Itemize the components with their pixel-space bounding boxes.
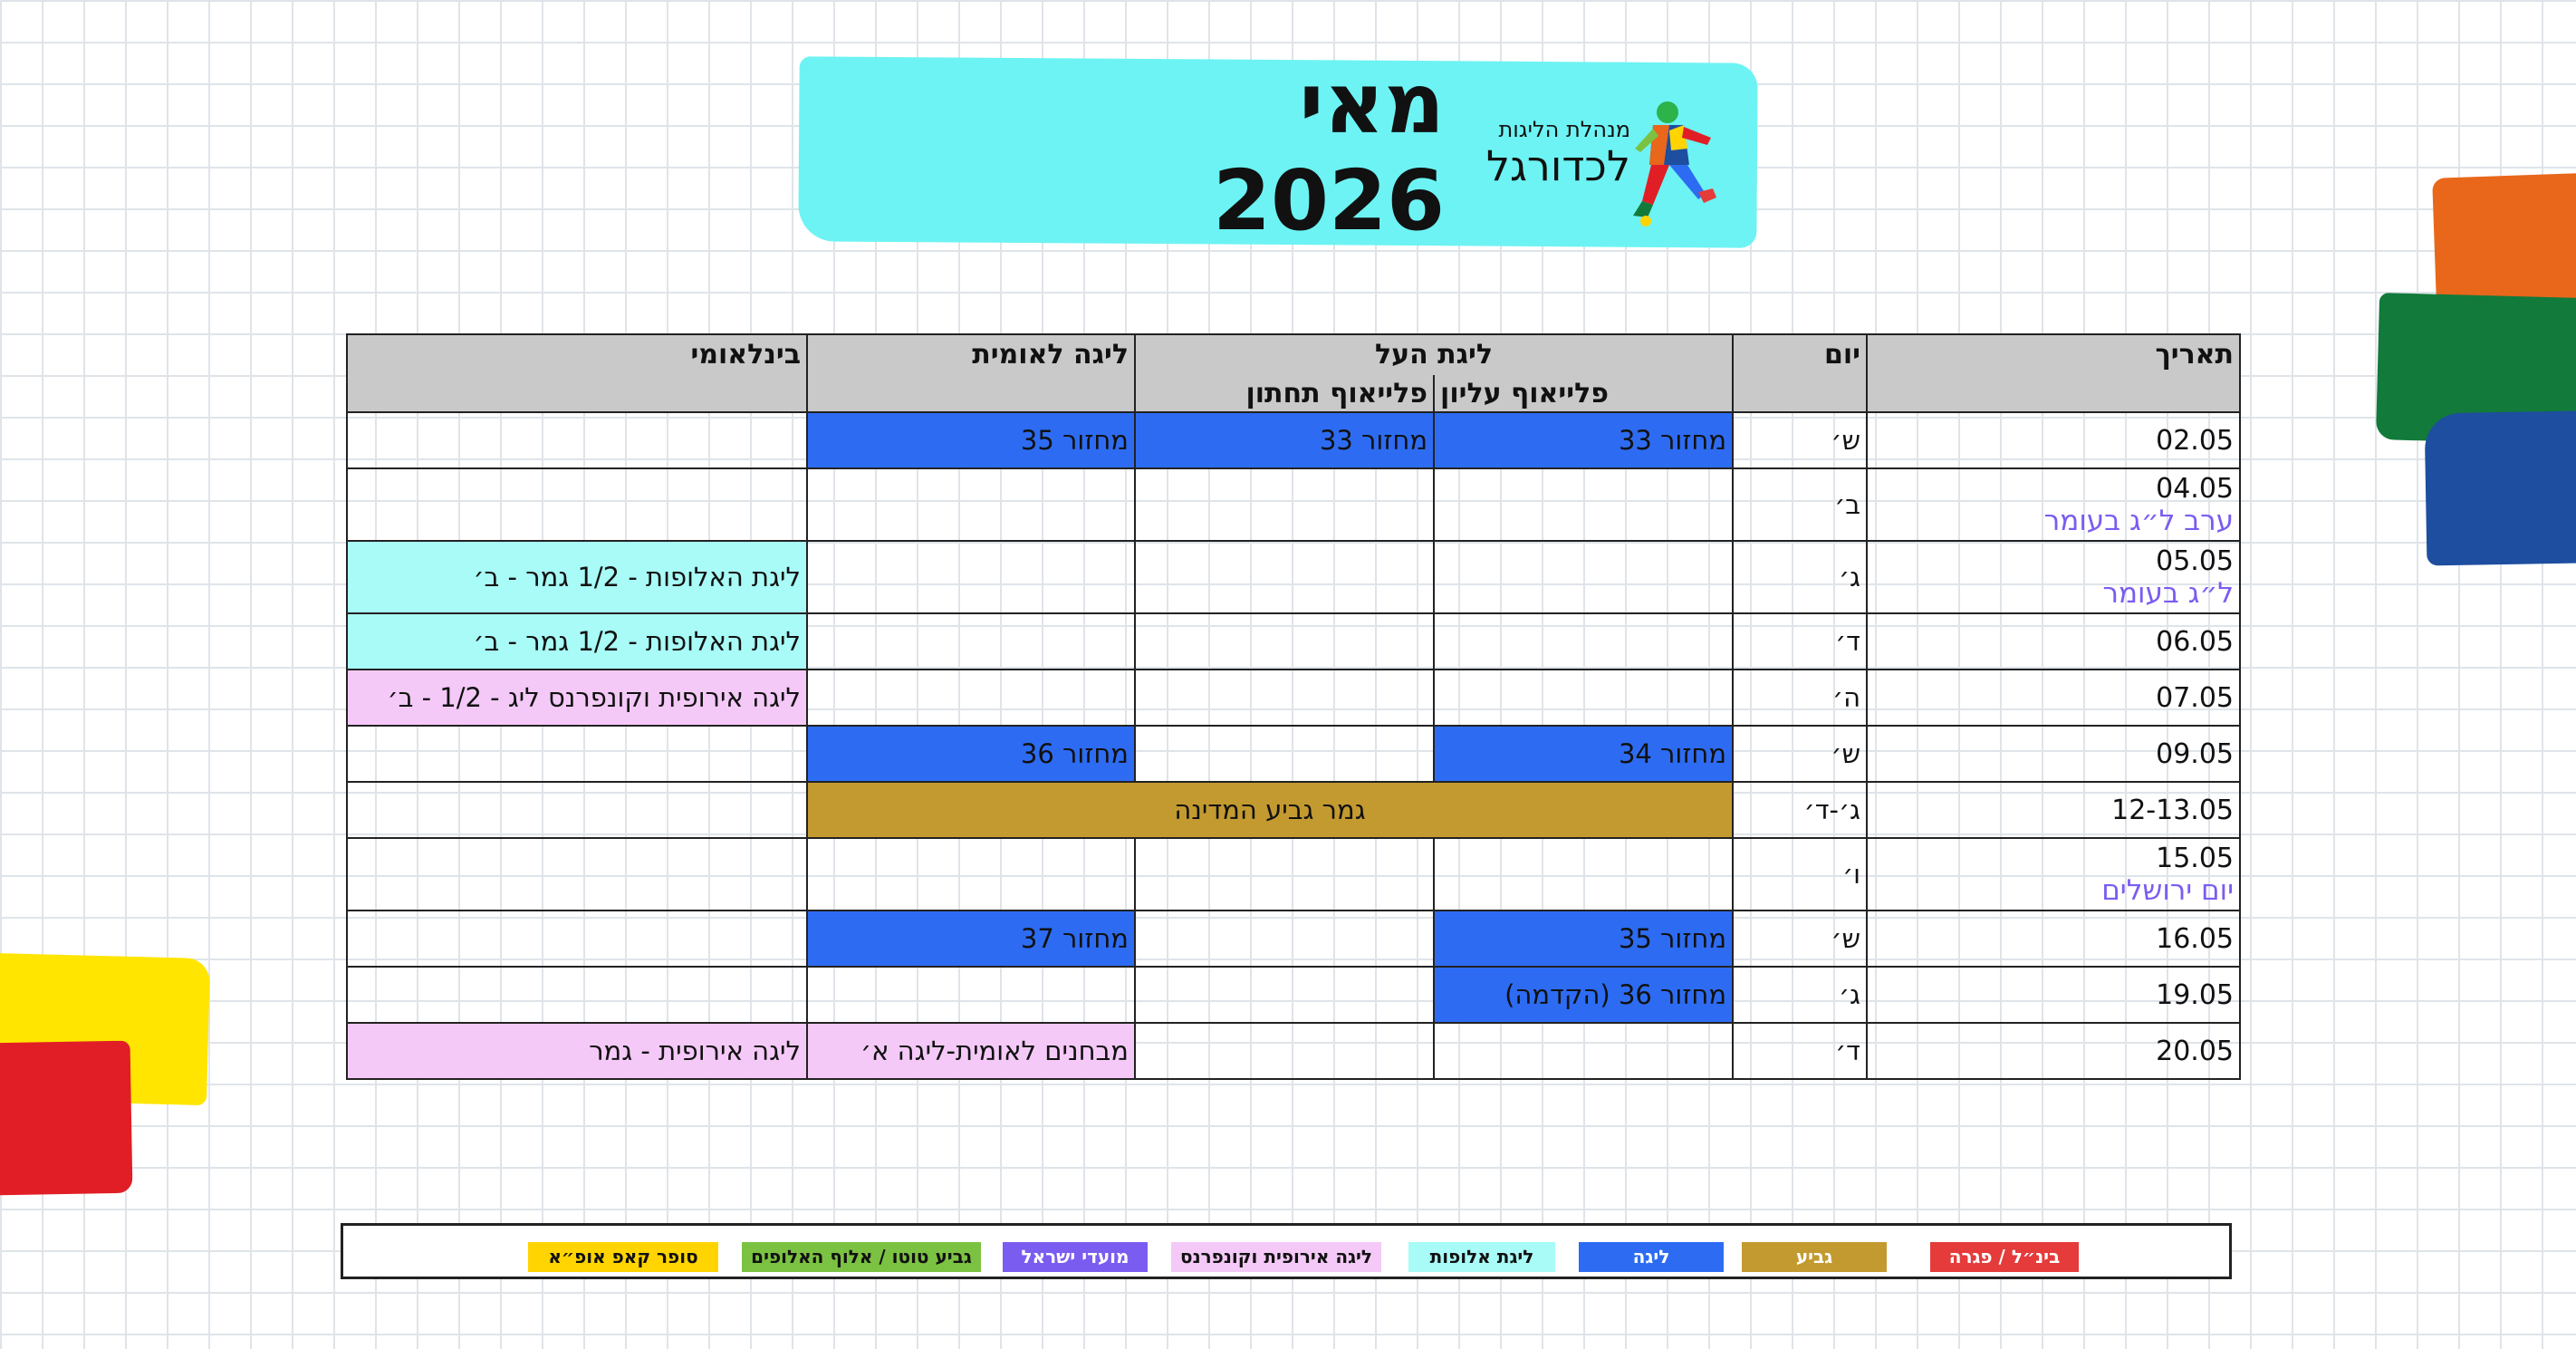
date-cell: 07.05: [1867, 670, 2240, 726]
lower-playoff-cell: [1135, 468, 1434, 541]
international-cell: [347, 838, 807, 911]
date-cell: 05.05 ל״ג בעומר: [1867, 541, 2240, 613]
col-header-upper-playoff: פלייאוף עליון: [1434, 375, 1733, 412]
international-cell: ליגה אירופית וקונפרנס ליג - 1/2 - ב׳: [347, 670, 807, 726]
international-cell: [347, 967, 807, 1023]
date-cell: 16.05: [1867, 911, 2240, 967]
day-cell: ד׳: [1733, 613, 1867, 670]
lower-playoff-cell: [1135, 726, 1434, 782]
date-cell: 19.05: [1867, 967, 2240, 1023]
lower-playoff-cell: [1135, 838, 1434, 911]
upper-playoff-cell: [1434, 1023, 1733, 1079]
day-cell: ה׳: [1733, 670, 1867, 726]
lower-playoff-cell: מחזור 33: [1135, 412, 1434, 468]
date-cell: 09.05: [1867, 726, 2240, 782]
league-logo-text: [1485, 116, 1630, 190]
international-cell: [347, 726, 807, 782]
national-league-cell: [807, 670, 1135, 726]
national-league-cell: [807, 838, 1135, 911]
table-row: [347, 782, 2240, 838]
date-cell: 20.05: [1867, 1023, 2240, 1079]
upper-playoff-cell: [1434, 468, 1733, 541]
col-header-lower-playoff: פלייאוף תחתון: [1135, 375, 1434, 412]
col-header-international: בינלאומי: [347, 334, 807, 412]
table-row: [347, 613, 2240, 670]
table-row: [347, 967, 2240, 1023]
upper-playoff-cell: [1434, 613, 1733, 670]
day-cell: ש׳: [1733, 911, 1867, 967]
day-cell: ב׳: [1733, 468, 1867, 541]
day-cell: ו׳: [1733, 838, 1867, 911]
upper-playoff-cell: [1434, 541, 1733, 613]
day-cell: ש׳: [1733, 726, 1867, 782]
day-cell: ג׳: [1733, 541, 1867, 613]
decorative-tape: [2425, 411, 2576, 566]
football-player-icon: [1617, 98, 1718, 226]
date-cell: 12-13.05: [1867, 782, 2240, 838]
schedule-table: [346, 333, 2241, 1080]
col-header-premier: ליגת העל: [1135, 334, 1733, 375]
holiday-note: ל״ג בעומר: [2102, 576, 2235, 610]
day-cell: ג׳: [1733, 967, 1867, 1023]
day-cell: ד׳: [1733, 1023, 1867, 1079]
legend-item-league: ליגה: [1579, 1242, 1724, 1272]
date-cell: 15.05 יום ירושלים: [1867, 838, 2240, 911]
national-league-cell: [807, 468, 1135, 541]
upper-playoff-cell: מחזור 34: [1434, 726, 1733, 782]
lower-playoff-cell: [1135, 670, 1434, 726]
table-row: [347, 726, 2240, 782]
state-cup-final-cell: גמר גביע המדינה: [807, 782, 1733, 838]
table-row: [347, 911, 2240, 967]
color-legend: [341, 1223, 2232, 1279]
date-cell: 02.05: [1867, 412, 2240, 468]
national-league-cell: מחזור 37: [807, 911, 1135, 967]
date-cell: 06.05: [1867, 613, 2240, 670]
day-cell: ג׳-ד׳: [1733, 782, 1867, 838]
upper-playoff-cell: [1434, 670, 1733, 726]
international-cell: [347, 412, 807, 468]
international-cell: [347, 782, 807, 838]
table-row: [347, 1023, 2240, 1079]
col-header-national: ליגה לאומית: [807, 334, 1135, 412]
lower-playoff-cell: [1135, 613, 1434, 670]
table-row: [347, 541, 2240, 613]
table-row: [347, 468, 2240, 541]
national-league-cell: [807, 541, 1135, 613]
lower-playoff-cell: [1135, 541, 1434, 613]
table-row: [347, 838, 2240, 911]
upper-playoff-cell: [1434, 838, 1733, 911]
national-league-cell: מחזור 36: [807, 726, 1135, 782]
lower-playoff-cell: [1135, 967, 1434, 1023]
international-cell: ליגת האלופות - 1/2 גמר - ב׳: [347, 613, 807, 670]
international-cell: ליגת האלופות - 1/2 גמר - ב׳: [347, 541, 807, 613]
holiday-note: יום ירושלים: [2101, 873, 2235, 907]
legend-item-israel-holidays: מועדי ישראל: [1003, 1242, 1148, 1272]
upper-playoff-cell: מחזור 33: [1434, 412, 1733, 468]
international-cell: [347, 911, 807, 967]
legend-item-toto-cup: גביע טוטו / אלוף האלופים: [742, 1242, 981, 1272]
lower-playoff-cell: [1135, 911, 1434, 967]
page-title: מאי 2026: [1212, 54, 1445, 249]
table-row: [347, 412, 2240, 468]
decorative-tape: [0, 1041, 132, 1196]
holiday-note: ערב ל״ג בעומר: [2043, 504, 2235, 537]
international-cell: ליגה אירופית - גמר: [347, 1023, 807, 1079]
logo-line-2: לכדורגל: [1485, 141, 1630, 190]
col-header-date: תאריך: [1867, 334, 2240, 412]
upper-playoff-cell: מחזור 36 (הקדמה): [1434, 967, 1733, 1023]
national-league-cell: מבחנים לאומית-ליגה א׳: [807, 1023, 1135, 1079]
national-league-cell: [807, 967, 1135, 1023]
upper-playoff-cell: מחזור 35: [1434, 911, 1733, 967]
legend-item-europa-conference: ליגה אירופית וקונפרנס: [1171, 1242, 1381, 1272]
table-row: [347, 670, 2240, 726]
legend-item-international-break: בינ״ל / פגרה: [1930, 1242, 2079, 1272]
lower-playoff-cell: [1135, 1023, 1434, 1079]
international-cell: [347, 468, 807, 541]
logo-line-1: מנהלת הליגות: [1498, 117, 1630, 142]
col-header-day: יום: [1733, 334, 1867, 412]
national-league-cell: [807, 613, 1135, 670]
national-league-cell: מחזור 35: [807, 412, 1135, 468]
date-cell: 04.05 ערב ל״ג בעומר: [1867, 468, 2240, 541]
legend-item-uefa-super-cup: סופר קאפ אופ״א: [528, 1242, 718, 1272]
legend-item-champions-league: ליגת אלופות: [1408, 1242, 1555, 1272]
legend-item-cup: גביע: [1742, 1242, 1887, 1272]
day-cell: ש׳: [1733, 412, 1867, 468]
